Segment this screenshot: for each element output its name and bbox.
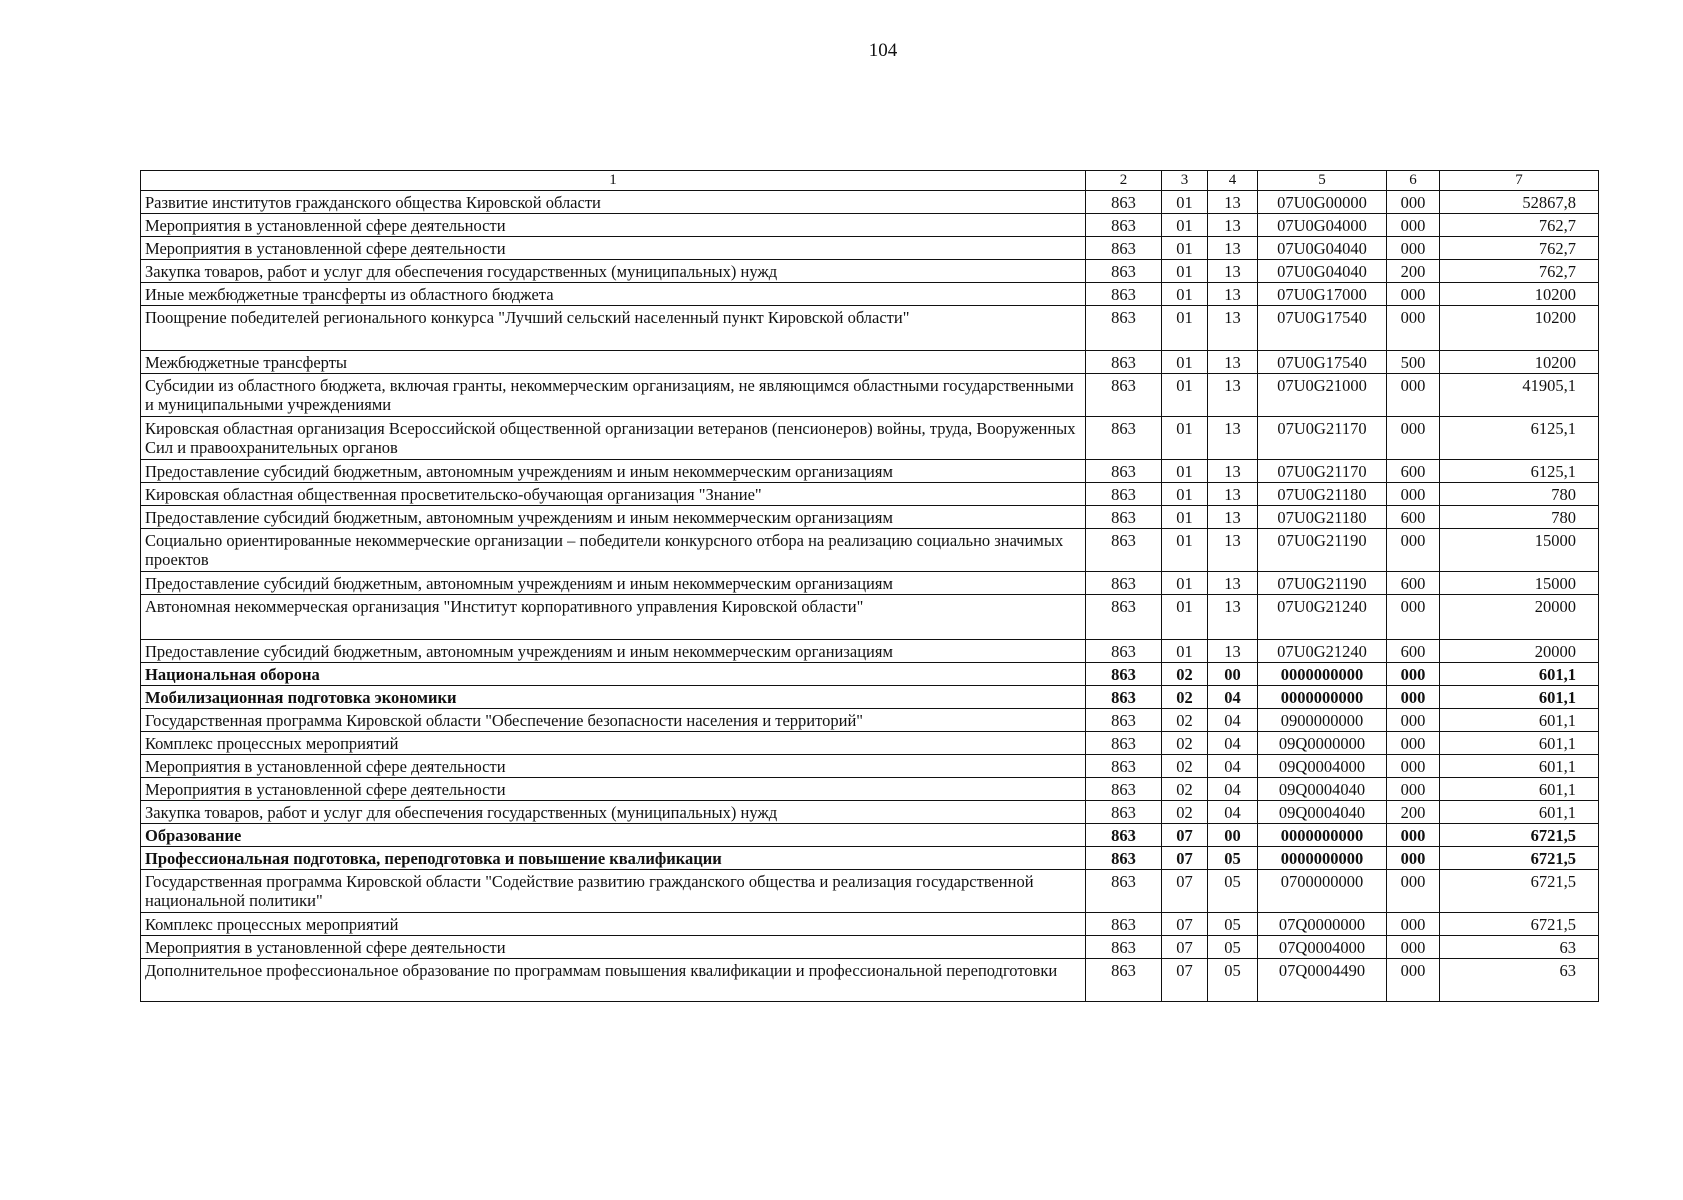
ministry-code-cell: 863 [1086, 351, 1162, 374]
section-code-cell: 01 [1162, 460, 1208, 483]
subsection-code-cell: 04 [1208, 801, 1258, 824]
target-article-cell: 07U0G21170 [1258, 460, 1387, 483]
row-name-cell: Мероприятия в установленной сфере деятельности [141, 936, 1086, 959]
row-name-cell: Мероприятия в установленной сфере деятельности [141, 214, 1086, 237]
row-name-cell: Кировская областная организация Всероссийской общественной организации ветеранов (пенсионеров) войны, труда, Вооруженных Сил и правоохранительных органов [141, 417, 1086, 460]
header-cell: 7 [1440, 171, 1599, 191]
subsection-code-cell: 00 [1208, 824, 1258, 847]
expense-type-cell: 000 [1387, 847, 1440, 870]
table-row [141, 191, 1599, 214]
row-name-cell: Предоставление субсидий бюджетным, автономным учреждениям и иным некоммерческим организациям [141, 506, 1086, 529]
target-article-cell: 07U0G21240 [1258, 595, 1387, 640]
section-code-cell: 01 [1162, 506, 1208, 529]
target-article-cell: 0900000000 [1258, 709, 1387, 732]
section-code-cell: 01 [1162, 417, 1208, 460]
row-name-cell: Комплекс процессных мероприятий [141, 732, 1086, 755]
row-name-cell: Социально ориентированные некоммерческие организации – победители конкурсного отбора на реализацию социально значимых проектов [141, 529, 1086, 572]
subsection-code-cell: 13 [1208, 640, 1258, 663]
amount-cell: 601,1 [1440, 709, 1599, 732]
ministry-code-cell: 863 [1086, 847, 1162, 870]
amount-cell: 762,7 [1440, 214, 1599, 237]
subsection-code-cell: 13 [1208, 483, 1258, 506]
amount-cell: 780 [1440, 483, 1599, 506]
table-row [141, 283, 1599, 306]
amount-cell: 63 [1440, 959, 1599, 1002]
row-name-cell: Предоставление субсидий бюджетным, автономным учреждениям и иным некоммерческим организациям [141, 460, 1086, 483]
amount-cell: 15000 [1440, 572, 1599, 595]
table-row [141, 529, 1599, 572]
target-article-cell: 07U0G21190 [1258, 572, 1387, 595]
table-row [141, 374, 1599, 417]
row-name-cell: Межбюджетные трансферты [141, 351, 1086, 374]
target-article-cell: 07U0G21180 [1258, 506, 1387, 529]
target-article-cell: 07U0G21000 [1258, 374, 1387, 417]
row-name-cell: Развитие институтов гражданского общества Кировской области [141, 191, 1086, 214]
table-row [141, 936, 1599, 959]
expense-type-cell: 000 [1387, 374, 1440, 417]
row-name-cell: Предоставление субсидий бюджетным, автономным учреждениям и иным некоммерческим организациям [141, 640, 1086, 663]
subsection-code-cell: 05 [1208, 870, 1258, 913]
target-article-cell: 07U0G21190 [1258, 529, 1387, 572]
amount-cell: 762,7 [1440, 237, 1599, 260]
ministry-code-cell: 863 [1086, 640, 1162, 663]
section-code-cell: 02 [1162, 755, 1208, 778]
section-code-cell: 01 [1162, 237, 1208, 260]
expense-type-cell: 000 [1387, 417, 1440, 460]
row-name-cell: Государственная программа Кировской области "Обеспечение безопасности населения и территорий" [141, 709, 1086, 732]
table-row [141, 847, 1599, 870]
section-code-cell: 01 [1162, 191, 1208, 214]
row-name-cell: Образование [141, 824, 1086, 847]
expense-type-cell: 600 [1387, 460, 1440, 483]
section-code-cell: 01 [1162, 260, 1208, 283]
expense-type-cell: 000 [1387, 191, 1440, 214]
target-article-cell: 0000000000 [1258, 686, 1387, 709]
ministry-code-cell: 863 [1086, 709, 1162, 732]
subsection-code-cell: 04 [1208, 732, 1258, 755]
row-name-cell: Мероприятия в установленной сфере деятельности [141, 778, 1086, 801]
ministry-code-cell: 863 [1086, 870, 1162, 913]
ministry-code-cell: 863 [1086, 374, 1162, 417]
expense-type-cell: 200 [1387, 260, 1440, 283]
target-article-cell: 07U0G17540 [1258, 306, 1387, 351]
subsection-code-cell: 04 [1208, 686, 1258, 709]
ministry-code-cell: 863 [1086, 778, 1162, 801]
target-article-cell: 07U0G17000 [1258, 283, 1387, 306]
subsection-code-cell: 13 [1208, 306, 1258, 351]
section-code-cell: 07 [1162, 959, 1208, 1002]
row-name-cell: Национальная оборона [141, 663, 1086, 686]
expense-type-cell: 000 [1387, 283, 1440, 306]
ministry-code-cell: 863 [1086, 959, 1162, 1002]
expense-type-cell: 000 [1387, 732, 1440, 755]
header-cell: 5 [1258, 171, 1387, 191]
ministry-code-cell: 863 [1086, 483, 1162, 506]
ministry-code-cell: 863 [1086, 417, 1162, 460]
amount-cell: 15000 [1440, 529, 1599, 572]
ministry-code-cell: 863 [1086, 306, 1162, 351]
target-article-cell: 07U0G04000 [1258, 214, 1387, 237]
expense-type-cell: 000 [1387, 529, 1440, 572]
target-article-cell: 07Q0004490 [1258, 959, 1387, 1002]
amount-cell: 762,7 [1440, 260, 1599, 283]
amount-cell: 10200 [1440, 351, 1599, 374]
ministry-code-cell: 863 [1086, 529, 1162, 572]
expense-type-cell: 000 [1387, 306, 1440, 351]
section-code-cell: 01 [1162, 483, 1208, 506]
amount-cell: 52867,8 [1440, 191, 1599, 214]
ministry-code-cell: 863 [1086, 214, 1162, 237]
section-code-cell: 01 [1162, 351, 1208, 374]
budget-table [140, 170, 1599, 1002]
subsection-code-cell: 13 [1208, 460, 1258, 483]
target-article-cell: 07U0G17540 [1258, 351, 1387, 374]
row-name-cell: Мобилизационная подготовка экономики [141, 686, 1086, 709]
section-code-cell: 02 [1162, 663, 1208, 686]
section-code-cell: 01 [1162, 374, 1208, 417]
subsection-code-cell: 00 [1208, 663, 1258, 686]
row-name-cell: Закупка товаров, работ и услуг для обеспечения государственных (муниципальных) нужд [141, 801, 1086, 824]
row-name-cell: Комплекс процессных мероприятий [141, 913, 1086, 936]
ministry-code-cell: 863 [1086, 506, 1162, 529]
subsection-code-cell: 05 [1208, 936, 1258, 959]
subsection-code-cell: 04 [1208, 778, 1258, 801]
target-article-cell: 07U0G21240 [1258, 640, 1387, 663]
row-name-cell: Предоставление субсидий бюджетным, автономным учреждениям и иным некоммерческим организациям [141, 572, 1086, 595]
section-code-cell: 02 [1162, 732, 1208, 755]
header-cell: 6 [1387, 171, 1440, 191]
table-header-row [141, 171, 1599, 191]
subsection-code-cell: 05 [1208, 959, 1258, 1002]
target-article-cell: 09Q0004000 [1258, 755, 1387, 778]
amount-cell: 6721,5 [1440, 913, 1599, 936]
section-code-cell: 07 [1162, 824, 1208, 847]
expense-type-cell: 000 [1387, 755, 1440, 778]
section-code-cell: 07 [1162, 870, 1208, 913]
header-cell: 1 [141, 171, 1086, 191]
table-row [141, 824, 1599, 847]
header-cell: 2 [1086, 171, 1162, 191]
subsection-code-cell: 05 [1208, 913, 1258, 936]
table-row [141, 351, 1599, 374]
section-code-cell: 07 [1162, 913, 1208, 936]
amount-cell: 601,1 [1440, 732, 1599, 755]
subsection-code-cell: 13 [1208, 237, 1258, 260]
expense-type-cell: 000 [1387, 214, 1440, 237]
ministry-code-cell: 863 [1086, 191, 1162, 214]
amount-cell: 63 [1440, 936, 1599, 959]
target-article-cell: 0000000000 [1258, 847, 1387, 870]
table-row [141, 663, 1599, 686]
table-row [141, 460, 1599, 483]
expense-type-cell: 000 [1387, 663, 1440, 686]
section-code-cell: 01 [1162, 595, 1208, 640]
expense-type-cell: 000 [1387, 595, 1440, 640]
ministry-code-cell: 863 [1086, 824, 1162, 847]
subsection-code-cell: 04 [1208, 755, 1258, 778]
amount-cell: 601,1 [1440, 778, 1599, 801]
table-row [141, 640, 1599, 663]
target-article-cell: 0000000000 [1258, 824, 1387, 847]
subsection-code-cell: 13 [1208, 260, 1258, 283]
table-row [141, 755, 1599, 778]
subsection-code-cell: 13 [1208, 374, 1258, 417]
row-name-cell: Дополнительное профессиональное образование по программам повышения квалификации и профессиональной переподготовки [141, 959, 1086, 1002]
ministry-code-cell: 863 [1086, 732, 1162, 755]
subsection-code-cell: 13 [1208, 351, 1258, 374]
section-code-cell: 07 [1162, 847, 1208, 870]
amount-cell: 10200 [1440, 306, 1599, 351]
expense-type-cell: 000 [1387, 778, 1440, 801]
subsection-code-cell: 05 [1208, 847, 1258, 870]
expense-type-cell: 000 [1387, 824, 1440, 847]
subsection-code-cell: 13 [1208, 417, 1258, 460]
section-code-cell: 02 [1162, 686, 1208, 709]
target-article-cell: 09Q0004040 [1258, 801, 1387, 824]
subsection-code-cell: 13 [1208, 214, 1258, 237]
row-name-cell: Мероприятия в установленной сфере деятельности [141, 755, 1086, 778]
amount-cell: 6721,5 [1440, 824, 1599, 847]
table-row [141, 417, 1599, 460]
ministry-code-cell: 863 [1086, 460, 1162, 483]
row-name-cell: Мероприятия в установленной сфере деятельности [141, 237, 1086, 260]
ministry-code-cell: 863 [1086, 595, 1162, 640]
amount-cell: 601,1 [1440, 755, 1599, 778]
section-code-cell: 02 [1162, 801, 1208, 824]
row-name-cell: Автономная некоммерческая организация "Институт корпоративного управления Кировской области" [141, 595, 1086, 640]
target-article-cell: 07U0G04040 [1258, 237, 1387, 260]
row-name-cell: Поощрение победителей регионального конкурса "Лучший сельский населенный пункт Кировской области" [141, 306, 1086, 351]
expense-type-cell: 000 [1387, 913, 1440, 936]
target-article-cell: 07U0G04040 [1258, 260, 1387, 283]
subsection-code-cell: 13 [1208, 529, 1258, 572]
subsection-code-cell: 13 [1208, 191, 1258, 214]
amount-cell: 780 [1440, 506, 1599, 529]
expense-type-cell: 600 [1387, 572, 1440, 595]
page-number: 104 [868, 40, 898, 61]
row-name-cell: Профессиональная подготовка, переподготовка и повышение квалификации [141, 847, 1086, 870]
table-row [141, 709, 1599, 732]
section-code-cell: 01 [1162, 306, 1208, 351]
section-code-cell: 02 [1162, 709, 1208, 732]
ministry-code-cell: 863 [1086, 801, 1162, 824]
expense-type-cell: 000 [1387, 709, 1440, 732]
row-name-cell: Закупка товаров, работ и услуг для обеспечения государственных (муниципальных) нужд [141, 260, 1086, 283]
row-name-cell: Кировская областная общественная просветительско-обучающая организация "Знание" [141, 483, 1086, 506]
table-row [141, 260, 1599, 283]
section-code-cell: 07 [1162, 936, 1208, 959]
expense-type-cell: 000 [1387, 936, 1440, 959]
row-name-cell: Государственная программа Кировской области "Содействие развитию гражданского общества и реализация государственной национальной политики" [141, 870, 1086, 913]
table-row [141, 913, 1599, 936]
table-row [141, 306, 1599, 351]
target-article-cell: 09Q0000000 [1258, 732, 1387, 755]
target-article-cell: 0000000000 [1258, 663, 1387, 686]
expense-type-cell: 600 [1387, 506, 1440, 529]
section-code-cell: 01 [1162, 572, 1208, 595]
table-row [141, 778, 1599, 801]
subsection-code-cell: 13 [1208, 595, 1258, 640]
target-article-cell: 07Q0004000 [1258, 936, 1387, 959]
expense-type-cell: 200 [1387, 801, 1440, 824]
expense-type-cell: 000 [1387, 686, 1440, 709]
ministry-code-cell: 863 [1086, 283, 1162, 306]
amount-cell: 6125,1 [1440, 417, 1599, 460]
amount-cell: 6721,5 [1440, 870, 1599, 913]
target-article-cell: 07U0G21180 [1258, 483, 1387, 506]
row-name-cell: Субсидии из областного бюджета, включая гранты, некоммерческим организациям, не являющимся областными государственными и муниципальными учреждениями [141, 374, 1086, 417]
target-article-cell: 07U0G00000 [1258, 191, 1387, 214]
section-code-cell: 01 [1162, 283, 1208, 306]
amount-cell: 10200 [1440, 283, 1599, 306]
table-row [141, 483, 1599, 506]
table-row [141, 237, 1599, 260]
table-row [141, 959, 1599, 1002]
ministry-code-cell: 863 [1086, 572, 1162, 595]
table-row [141, 572, 1599, 595]
ministry-code-cell: 863 [1086, 260, 1162, 283]
table-row [141, 506, 1599, 529]
target-article-cell: 07U0G21170 [1258, 417, 1387, 460]
target-article-cell: 0700000000 [1258, 870, 1387, 913]
amount-cell: 20000 [1440, 640, 1599, 663]
amount-cell: 601,1 [1440, 801, 1599, 824]
row-name-cell: Иные межбюджетные трансферты из областного бюджета [141, 283, 1086, 306]
subsection-code-cell: 13 [1208, 572, 1258, 595]
target-article-cell: 07Q0000000 [1258, 913, 1387, 936]
section-code-cell: 01 [1162, 529, 1208, 572]
expense-type-cell: 500 [1387, 351, 1440, 374]
target-article-cell: 09Q0004040 [1258, 778, 1387, 801]
ministry-code-cell: 863 [1086, 755, 1162, 778]
table-row [141, 595, 1599, 640]
amount-cell: 601,1 [1440, 686, 1599, 709]
table-row [141, 214, 1599, 237]
section-code-cell: 01 [1162, 640, 1208, 663]
expense-type-cell: 000 [1387, 870, 1440, 913]
amount-cell: 601,1 [1440, 663, 1599, 686]
ministry-code-cell: 863 [1086, 237, 1162, 260]
expense-type-cell: 000 [1387, 959, 1440, 1002]
amount-cell: 6721,5 [1440, 847, 1599, 870]
table-row [141, 870, 1599, 913]
subsection-code-cell: 04 [1208, 709, 1258, 732]
amount-cell: 20000 [1440, 595, 1599, 640]
table-row [141, 686, 1599, 709]
ministry-code-cell: 863 [1086, 663, 1162, 686]
table-row [141, 801, 1599, 824]
header-cell: 4 [1208, 171, 1258, 191]
header-cell: 3 [1162, 171, 1208, 191]
subsection-code-cell: 13 [1208, 506, 1258, 529]
table-row [141, 732, 1599, 755]
ministry-code-cell: 863 [1086, 936, 1162, 959]
amount-cell: 41905,1 [1440, 374, 1599, 417]
ministry-code-cell: 863 [1086, 686, 1162, 709]
expense-type-cell: 000 [1387, 237, 1440, 260]
expense-type-cell: 000 [1387, 483, 1440, 506]
subsection-code-cell: 13 [1208, 283, 1258, 306]
expense-type-cell: 600 [1387, 640, 1440, 663]
section-code-cell: 01 [1162, 214, 1208, 237]
ministry-code-cell: 863 [1086, 913, 1162, 936]
section-code-cell: 02 [1162, 778, 1208, 801]
amount-cell: 6125,1 [1440, 460, 1599, 483]
